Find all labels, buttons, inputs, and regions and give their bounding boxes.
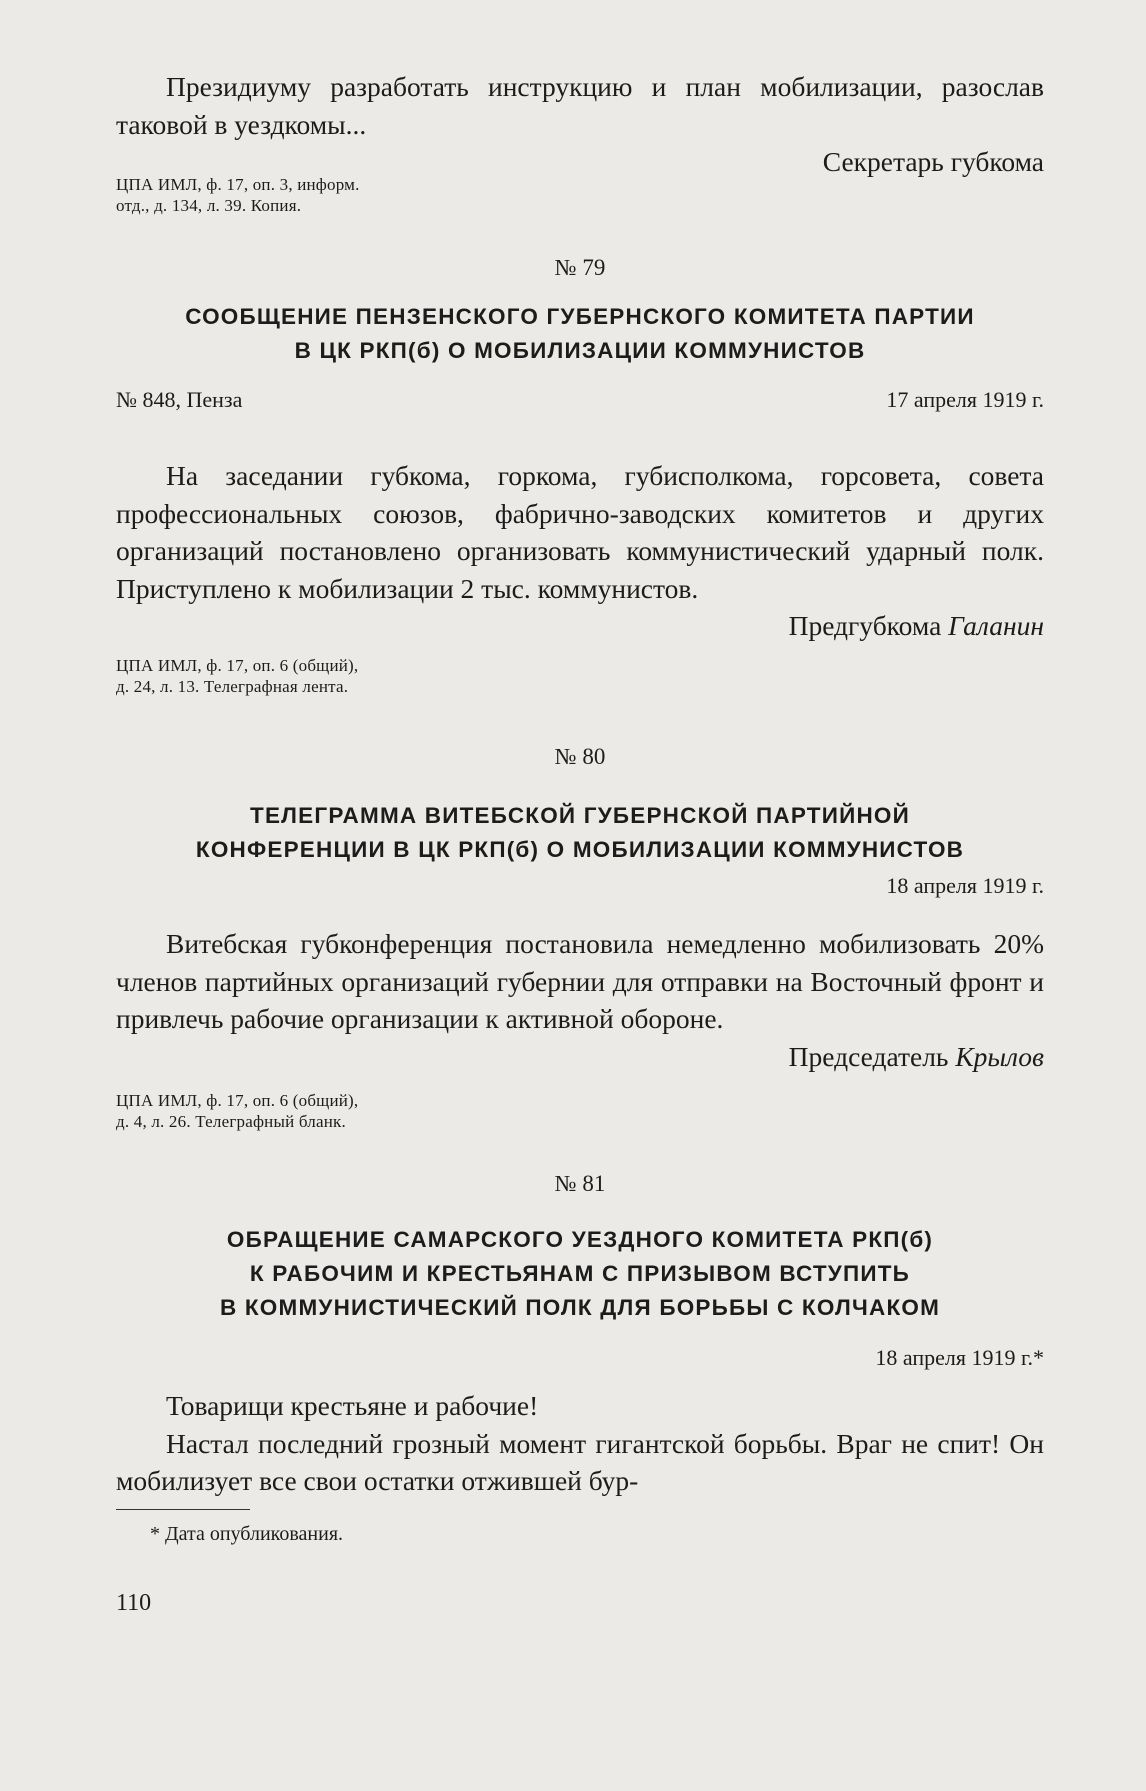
title-line: СООБЩЕНИЕ ПЕНЗЕНСКОГО ГУБЕРНСКОГО КОМИТЕТА ПАРТИИ: [185, 304, 975, 329]
document-79-signature: Предгубкома Галанин: [788, 610, 1044, 641]
document-81-number: № 81: [554, 1171, 606, 1196]
document-80-source: [116, 1090, 1044, 1132]
title-line: ОБРАЩЕНИЕ САМАРСКОГО УЕЗДНОГО КОМИТЕТА РКП(б): [226, 1227, 934, 1252]
document-80-signature: Председатель Крылов: [788, 1040, 1044, 1072]
footnote: * Дата опубликования.: [150, 1523, 344, 1545]
document-81-date-row: [116, 1345, 1044, 1371]
document-79-body: [116, 457, 1044, 644]
document-80-date-row: [116, 873, 1044, 899]
document-80-title: [116, 799, 1044, 867]
title-line: КОНФЕРЕНЦИИ В ЦК РКП(б) О МОБИЛИЗАЦИИ КОММУНИСТОВ: [195, 837, 965, 862]
intro-signature: Секретарь губкома: [822, 146, 1044, 177]
document-80-number: № 80: [554, 744, 606, 769]
title-line: В ЦК РКП(б) О МОБИЛИЗАЦИИ КОММУНИСТОВ: [294, 338, 866, 363]
document-80-body: [116, 925, 1044, 1075]
source-line: ЦПА ИМЛ, ф. 17, оп. 3, информ.: [116, 175, 360, 194]
document-79-ref: № 848, Пенза: [116, 387, 243, 412]
intro-source: [116, 174, 1044, 216]
document-79-paragraph: На заседании губкома, горкома, губисполкома, горсовета, совета профессиональных союзов, фабрично-заводских комитетов и других организаций постановлено организовать коммунистический ударный полк. Приступлено к мобилизации 2 тыс. коммунистов.: [116, 460, 1044, 604]
document-80-paragraph: Витебская губконференция постановила немедленно мобилизовать 20% членов партийных организаций губернии для отправки на Восточный фронт и привлечь рабочие организации к активной обороне.: [116, 928, 1044, 1034]
source-line: д. 4, л. 26. Телеграфный бланк.: [116, 1112, 346, 1131]
source-line: ЦПА ИМЛ, ф. 17, оп. 6 (общий),: [116, 1091, 359, 1110]
document-79-source: [116, 655, 1044, 697]
document-81-greeting: Товарищи крестьяне и рабочие!: [166, 1390, 539, 1421]
document-79-number: № 79: [554, 255, 606, 280]
intro-paragraph: Президиуму разработать инструкцию и план мобилизации, разослав таковой в уездкомы...: [116, 71, 1044, 140]
title-line: К РАБОЧИМ И КРЕСТЬЯНАМ С ПРИЗЫВОМ ВСТУПИТЬ: [249, 1261, 911, 1286]
document-79-date: 17 апреля 1919 г.: [886, 387, 1044, 412]
document-81-date: 18 апреля 1919 г.*: [875, 1345, 1044, 1370]
intro-block: [116, 68, 1044, 180]
document-79-title: [116, 300, 1044, 368]
title-line: В КОММУНИСТИЧЕСКИЙ ПОЛК ДЛЯ БОРЬБЫ С КОЛЧАКОМ: [219, 1295, 941, 1320]
document-79-ref-row: [116, 387, 1044, 413]
footnote-rule: [116, 1509, 250, 1510]
title-line: ТЕЛЕГРАММА ВИТЕБСКОЙ ГУБЕРНСКОЙ ПАРТИЙНОЙ: [250, 803, 910, 828]
source-line: ЦПА ИМЛ, ф. 17, оп. 6 (общий),: [116, 656, 359, 675]
document-80-date: 18 апреля 1919 г.: [886, 873, 1044, 898]
source-line: д. 24, л. 13. Телеграфная лента.: [116, 677, 349, 696]
page-number: 110: [116, 1590, 152, 1616]
source-line: отд., д. 134, л. 39. Копия.: [116, 196, 302, 215]
document-81-body: [116, 1387, 1044, 1500]
document-81-paragraph: Настал последний грозный момент гигантской борьбы. Враг не спит! Он мобилизует все свои остатки отжившей бур-: [116, 1427, 1044, 1496]
document-81-title: [116, 1223, 1044, 1325]
